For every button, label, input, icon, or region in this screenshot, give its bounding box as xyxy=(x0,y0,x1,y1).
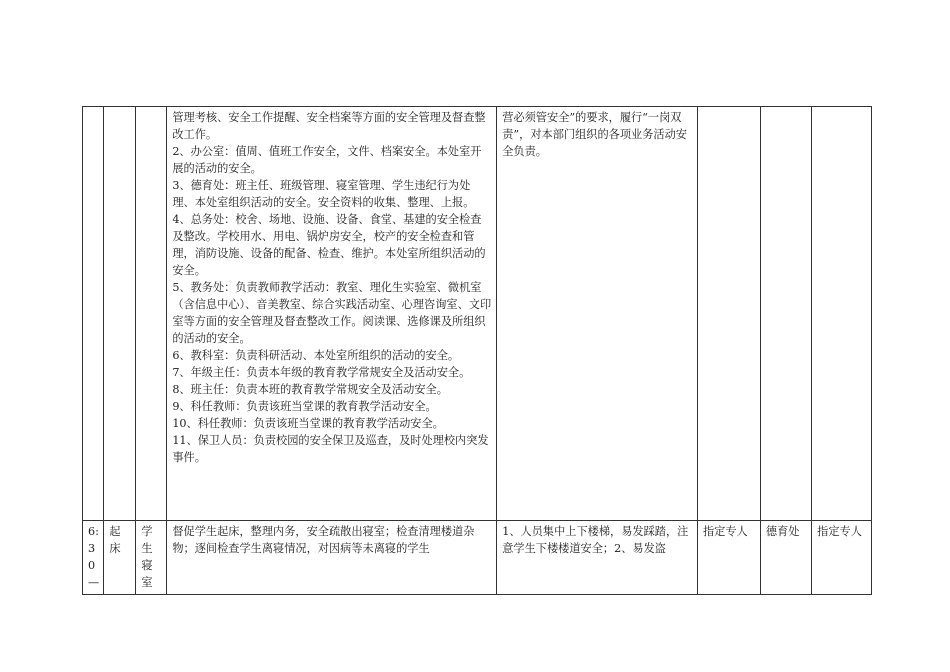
cell-activity xyxy=(104,107,136,521)
cell-responsible: 指定专人 xyxy=(697,521,760,595)
duty-line: 5、教务处：负责教师教学活动：教室、理化生实验室、微机室（含信息中心）、音美教室、综合实践活动室、心理咨询室、文印室等方面的安全管理及督查整改工作。阅读课、选修课及所组织的活动的安全。 xyxy=(172,281,492,345)
cell-department: 德育处 xyxy=(760,521,811,595)
cell-duties xyxy=(167,107,497,521)
cell-supervisor xyxy=(812,107,872,521)
cell-supervisor: 指定专人 xyxy=(812,521,872,595)
cell-requirement: 营必须管安全”的要求，履行“一岗双责”，对本部门组织的各项业务活动安全负责。 xyxy=(497,107,698,521)
duty-line: 11、保卫人员：负责校园的安全保卫及巡查，及时处理校内突发事件。 xyxy=(172,434,489,464)
duty-line: 3、德育处：班主任、班级管理、寝室管理、学生违纪行为处理、本处室组织活动的安全。安全资料的收集、整理、上报。 xyxy=(172,179,475,209)
cell-department xyxy=(760,107,811,521)
duty-line: 7、年级主任：负责本年级的教育教学常规安全及活动安全。 xyxy=(172,366,471,379)
cell-risk: 1、人员集中上下楼梯，易发踩踏，注意学生下楼楼道安全；2、易发盗 xyxy=(497,521,698,595)
table-row xyxy=(83,107,872,521)
duty-line: 8、班主任：负责本班的教育教学常规安全及活动安全。 xyxy=(172,383,448,396)
cell-time xyxy=(83,107,104,521)
cell-location xyxy=(136,107,167,521)
duty-line: 9、科任教师：负责该班当堂课的教育教学活动安全。 xyxy=(172,400,437,413)
safety-duty-table xyxy=(82,106,872,595)
cell-time: 6:30— xyxy=(83,521,104,595)
table-row xyxy=(83,521,872,595)
cell-duties: 督促学生起床，整理内务，安全疏散出寝室；检查清理楼道杂物；逐间检查学生离寝情况，对因病等未离寝的学生 xyxy=(167,521,497,595)
duty-line: 4、总务处：校舍、场地、设施、设备、食堂、基建的安全检查及整改。学校用水、用电、锅炉房安全，校产的安全检查和管理，消防设施、设备的配备、检查、维护。本处室所组织活动的安全。 xyxy=(172,213,486,277)
duty-line: 2、办公室：值周、值班工作安全，文件、档案安全。本处室开展的活动的安全。 xyxy=(172,145,482,175)
duty-line: 管理考核、安全工作提醒、安全档案等方面的安全管理及督查整改工作。 xyxy=(172,111,486,141)
cell-responsible xyxy=(697,107,760,521)
cell-activity: 起床 xyxy=(104,521,136,595)
duty-line: 10、科任教师：负责该班当堂课的教育教学活动安全。 xyxy=(172,417,444,430)
cell-location: 学生寝室 xyxy=(136,521,167,595)
duty-line: 6、教科室：负责科研活动、本处室所组织的活动的安全。 xyxy=(172,349,460,362)
